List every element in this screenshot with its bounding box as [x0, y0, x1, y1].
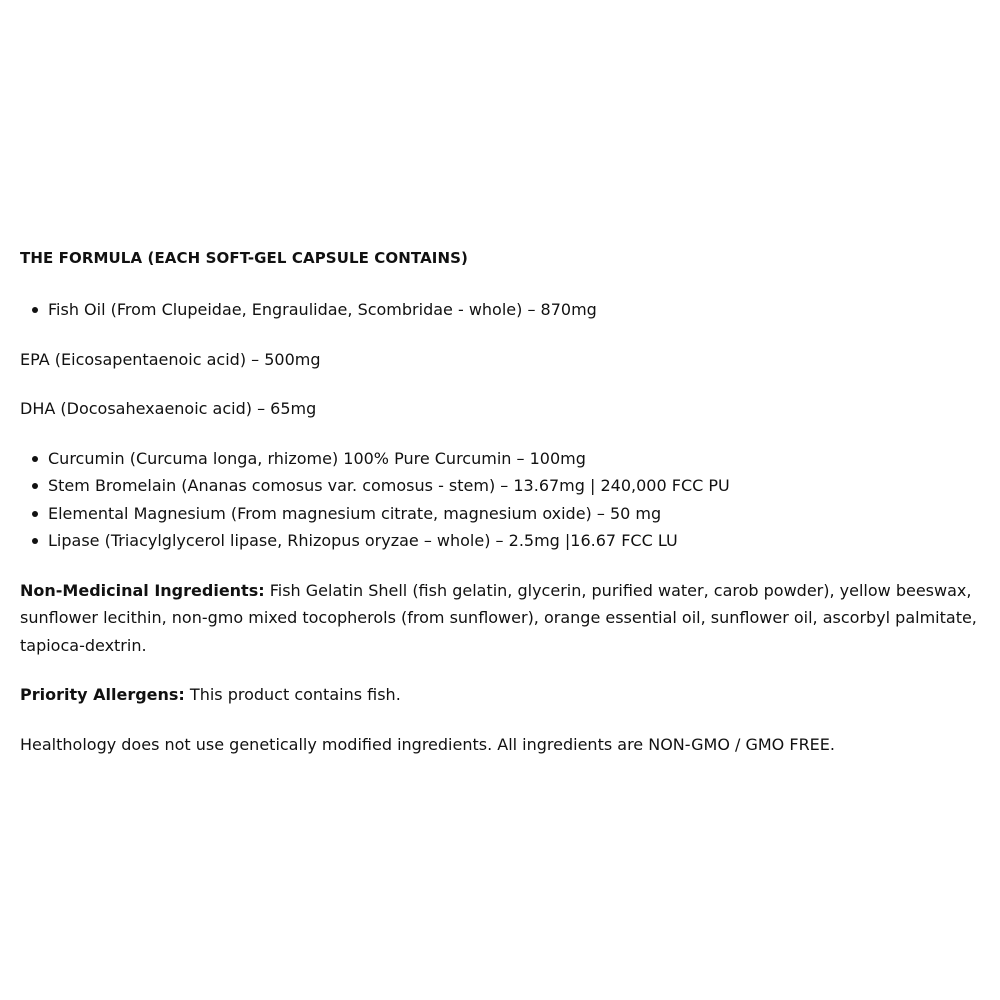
bullet-icon [32, 511, 38, 517]
bullet-icon [32, 538, 38, 544]
dha-line: DHA (Docosahexaenoic acid) – 65mg [20, 399, 317, 418]
bullet-icon [32, 307, 38, 313]
formula-heading: THE FORMULA (EACH SOFT-GEL CAPSULE CONTAINS) [20, 249, 468, 267]
non-medicinal-paragraph [20, 577, 985, 660]
list-item [20, 296, 985, 324]
bullet-icon [32, 483, 38, 489]
epa-line: EPA (Eicosapentaenoic acid) – 500mg [20, 349, 321, 369]
allergens-label: Priority Allergens: [20, 685, 185, 704]
non-medicinal-label: Non-Medicinal Ingredients: [20, 580, 265, 600]
fish-oil-text: Fish Oil (From Clupeidae, Engraulidae, Scombridae - whole) – 870mg [48, 300, 597, 319]
gmo-statement: Healthology does not use genetically modified ingredients. All ingredients are NON-GMO / GMO FREE. [20, 734, 835, 754]
ingredient-text: Curcumin (Curcuma longa, rhizome) 100% Pure Curcumin – 100mg [48, 448, 586, 468]
allergens-text: This product contains fish. [184, 685, 401, 704]
ingredient-text: Stem Bromelain (Ananas comosus var. comosus - stem) – 13.67mg | 240,000 FCC PU [48, 476, 730, 495]
product-formula-document [20, 246, 985, 758]
allergens-paragraph [20, 681, 985, 709]
ingredient-text: Lipase (Triacylglycerol lipase, Rhizopus oryzae – whole) – 2.5mg |16.67 FCC LU [48, 531, 678, 550]
list-item [20, 472, 985, 500]
fish-oil-list [20, 296, 985, 324]
list-item [20, 527, 985, 555]
non-medicinal-text: Fish Gelatin Shell (fish gelatin, glycerin, purified water, carob powder), yellow beeswax, sunflower lecithin, non-gmo mixed tocopherols (from sunflower), orange essential oil, sunflower oil, ascorbyl palmitate, tapioca-dextrin. [20, 580, 977, 655]
list-item [20, 500, 985, 528]
bullet-icon [32, 456, 38, 462]
list-item [20, 445, 985, 473]
ingredients-list [20, 445, 985, 555]
ingredient-text: Elemental Magnesium (From magnesium citrate, magnesium oxide) – 50 mg [48, 503, 662, 523]
